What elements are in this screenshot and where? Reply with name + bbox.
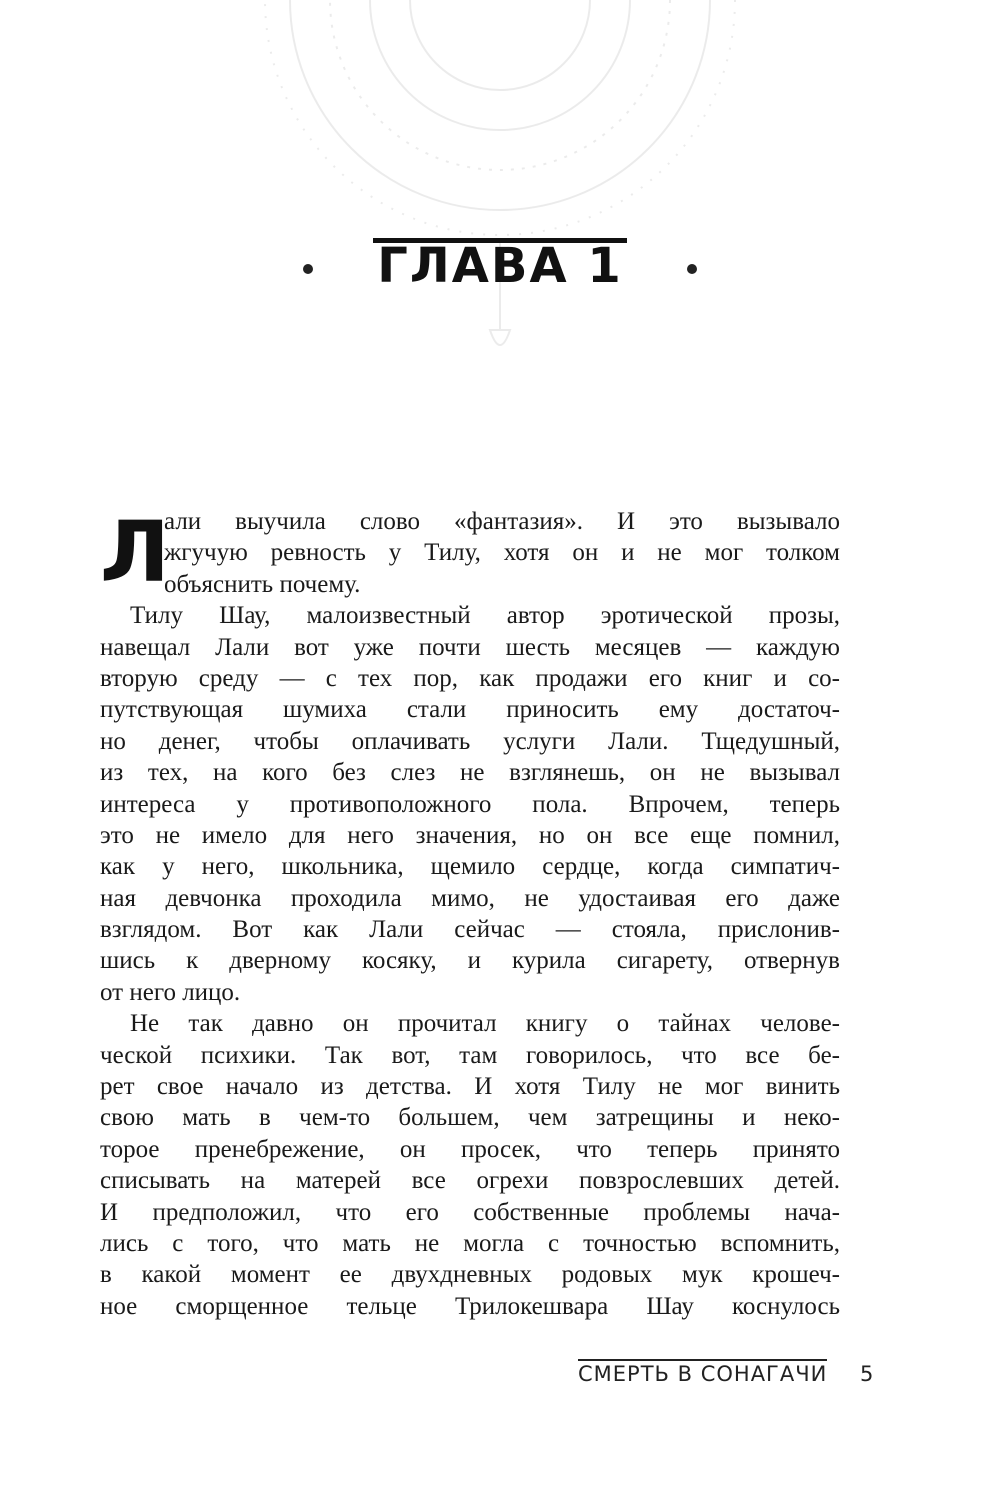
chapter-heading: [0, 238, 1000, 294]
text-line: Тилу Шау, малоизвестный автор эротической прозы,: [130, 602, 840, 630]
text-line: из тех, на кого без слез не взглянешь, он не вызывал: [100, 759, 840, 787]
text-line: ное сморщенное тельце Трилокешвара Шау коснулось: [100, 1292, 840, 1320]
text-line: лись с того, что мать не могла с точностью вспомнить,: [100, 1229, 840, 1257]
text-line: рет свое начало из детства. И хотя Тилу не мог винить: [100, 1073, 840, 1101]
text-line: али выучила слово «фантазия». И это вызывало: [164, 508, 840, 535]
text-line: вторую среду — с тех пор, как продажи его книг и со-: [100, 664, 840, 692]
text-line: от него лицо.: [100, 978, 241, 1006]
page-number: 5: [860, 1362, 875, 1386]
text-line: в какой момент ее двухдневных родовых мук крошеч-: [100, 1261, 840, 1289]
chapter-title: ГЛАВА 1: [373, 238, 626, 289]
text-line: навещал Лали вот уже почти шесть месяцев — каждую: [100, 633, 840, 661]
text-line: взглядом. Вот как Лали сейчас — стояла, прислонив-: [100, 916, 840, 944]
running-title: СМЕРТЬ В СОНАГАЧИ: [578, 1359, 827, 1386]
text-line: объяснить почему.: [164, 570, 361, 598]
drop-cap: Л: [100, 503, 170, 601]
ornament-dot: [303, 264, 313, 274]
mandala-ornament: [250, 0, 750, 470]
ornament-dot: [687, 264, 697, 274]
paragraph: [100, 600, 840, 1008]
paragraph: [100, 503, 840, 601]
text-line: шись к дверному косяку, и курила сигарету, отвернув: [100, 947, 840, 975]
page-footer: [578, 1362, 875, 1386]
text-line: торое пренебрежение, он просек, что теперь принято: [100, 1135, 840, 1163]
text-line: свою мать в чем-то большем, чем затрещины и неко-: [100, 1104, 840, 1132]
text-line: ная девчонка проходила мимо, не удостаивая его даже: [100, 884, 840, 912]
text-line: ческой психики. Так вот, там говорилось, что все бе-: [100, 1041, 840, 1069]
text-line: путствующая шумиха стали приносить ему достаточ-: [100, 696, 840, 724]
text-line: жгучую ревность у Тилу, хотя он и не мог толком: [164, 539, 840, 567]
text-line: интереса у противоположного пола. Впрочем, теперь: [100, 790, 840, 818]
text-line: это не имело для него значения, но он все еще помнил,: [100, 821, 840, 849]
body-text: [100, 503, 840, 1322]
text-line: списывать на матерей все огрехи повзрослевших детей.: [100, 1167, 840, 1195]
text-line: но денег, чтобы оплачивать услуги Лали. Тщедушный,: [100, 727, 840, 755]
text-line: как у него, школьника, щемило сердце, когда симпатич-: [100, 853, 840, 881]
paragraph: [100, 1008, 840, 1322]
text-line: Не так давно он прочитал книгу о тайнах челове-: [130, 1010, 840, 1038]
text-line: И предположил, что его собственные проблемы нача-: [100, 1198, 840, 1226]
